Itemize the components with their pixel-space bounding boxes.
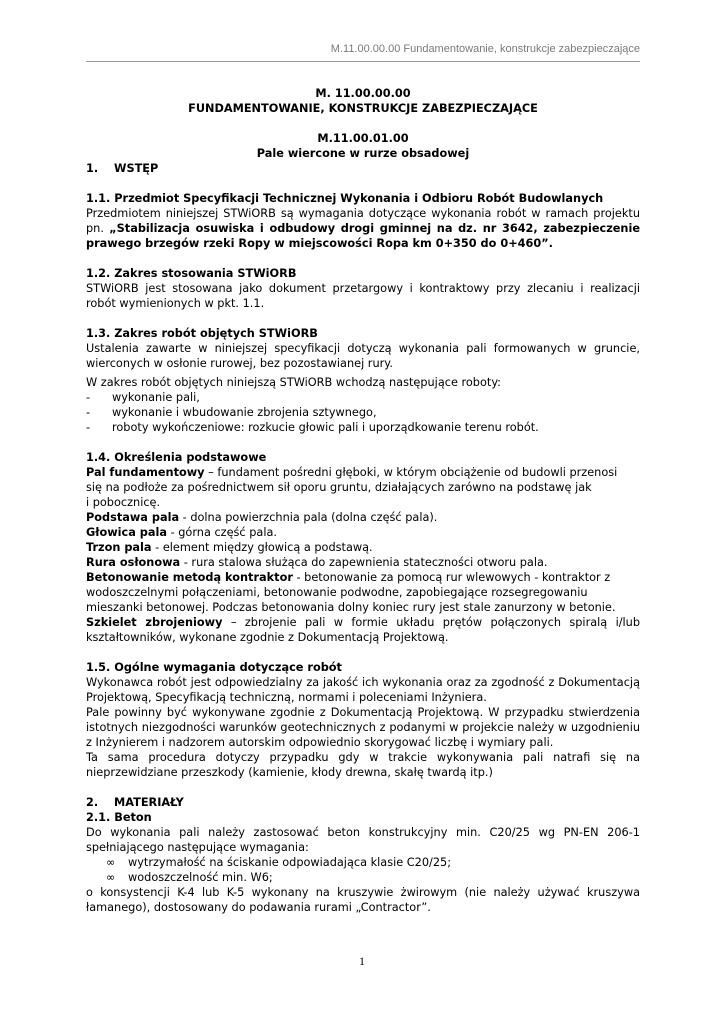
list-item: - roboty wykończeniowe: rozkucie głowic pali i uporządkowanie terenu robót.	[86, 421, 539, 434]
section-1-5-heading: 1.5. Ogólne wymagania dotyczące robót	[86, 661, 342, 674]
section-1-5-p1: Wykonawca robót jest odpowiedzialny za jakość ich wykonania oraz za zgodność z Dokumentacją Projektową, Specyfikacją techniczną, normami i poleceniami Inżyniera.	[86, 676, 640, 704]
section-1-3-heading: 1.3. Zakres robót objętych STWiORB	[86, 327, 318, 340]
list-item: - wykonanie i wbudowanie zbrojenia sztywnego,	[86, 406, 377, 419]
running-header: M.11.00.00.00 Fundamentowanie, konstrukcje zabezpieczające	[330, 43, 640, 55]
section-1-1-text: Przedmiotem niniejszej STWiORB są wymagania dotyczące wykonania robót w ramach projektu pn. „Stabilizacja osuwiska i odbudowy drogi gminnej na dz. nr 3642, zabezpieczenie prawego brzegów rzeki Ropy w miejscowości Ropa km 0+350 do 0+460”.	[86, 207, 641, 250]
section-1-2-heading: 1.2. Zakres stosowania STWiORB	[86, 267, 297, 280]
definition-pile: Pal fundamentowy – fundament pośredni głęboki, w którym obciążenie od budowli przenosi	[86, 466, 618, 479]
section-2-1-text2: o konsystencji K-4 lub K-5 wykonany na kruszywie żwirowym (nie należy używać kruszywa łamanego), dostosowany do podawania rurami „Contractor”.	[86, 886, 640, 914]
definition-pile-cont: i pobocznicę.	[86, 496, 161, 509]
doc-title: FUNDAMENTOWANIE, KONSTRUKCJE ZABEZPIECZAJĄCE	[188, 102, 538, 115]
section-1-5-p2: Pale powinny być wykonywane zgodnie z Dokumentacją Projektową. W przypadku stwierdzenia istotnych niezgodności warunków geotechnicznych z podanymi w projekcie należy w uzgodnieniu z Inżynierem i nadzorem autorskim odpowiednio skorygować liczbę i wymiary pali.	[86, 706, 640, 749]
definition-contractor-cont: mieszanki betonowej. Podczas betonowania dolny koniec rury jest stale zanurzony w betonie.	[86, 601, 616, 614]
definition-base: Podstawa pala - dolna powierzchnia pala (dolna część pala).	[86, 511, 438, 524]
section-1-heading: 1. WSTĘP	[86, 162, 159, 175]
list-item: ∞ wodoszczelność min. W6;	[106, 871, 273, 884]
list-item: ∞ wytrzymałość na ściskanie odpowiadająca klasie C20/25;	[106, 856, 452, 869]
section-1-3-list-intro: W zakres robót objętych niniejszą STWiORB wchodzą następujące roboty:	[86, 376, 501, 389]
definition-pile-cont: się na podłoże za pośrednictwem sił oporu gruntu, działających zarówno na podstawę jak	[86, 481, 592, 494]
section-1-3-text: Ustalenia zawarte w niniejszej specyfikacji dotyczą wykonania pali formowanych w gruncie, wierconych w osłonie rurowej, bez pozostawianej rury.	[86, 342, 640, 370]
definition-head: Głowica pala - górna część pala.	[86, 526, 277, 539]
spec-title: Pale wiercone w rurze obsadowej	[256, 147, 470, 160]
header-divider	[86, 61, 640, 62]
section-1-2-text: STWiORB jest stosowana jako dokument przetargowy i kontraktowy przy zlecaniu i realizacji robót wymienionych w pkt. 1.1.	[86, 282, 640, 310]
definition-contractor: Betonowanie metodą kontraktor - betonowanie za pomocą rur wlewowych - kontraktor z	[86, 571, 611, 584]
section-1-4-heading: 1.4. Określenia podstawowe	[86, 451, 267, 464]
page-number: 1	[359, 954, 365, 968]
section-1-5-p3: Ta sama procedura dotyczy przypadku gdy w trakcie wykonywania pali natrafi się na nieprzewidziane przeszkody (kamienie, kłody drewna, skałę twardą itp.)	[86, 751, 640, 779]
section-2-1-heading: 2.1. Beton	[86, 811, 152, 824]
section-2-heading: 2. MATERIAŁY	[86, 796, 184, 809]
section-2-1-text: Do wykonania pali należy zastosować beton konstrukcyjny min. C20/25 wg PN-EN 206-1 spełniającego następujące wymagania:	[86, 826, 640, 854]
document-body	[86, 86, 640, 915]
definition-reinforcement: Szkielet zbrojeniowy – zbrojenie pali w formie układu prętów połączonych spiralą i/lub kształtowników, wykonane zgodnie z Dokumentacją Projektową.	[86, 616, 640, 644]
definition-shaft: Trzon pala - element między głowicą a podstawą.	[86, 541, 373, 554]
section-1-1-heading: 1.1. Przedmiot Specyfikacji Technicznej Wykonania i Odbioru Robót Budowlanych	[86, 192, 604, 205]
doc-code: M. 11.00.00.00	[315, 87, 411, 100]
spec-code: M.11.00.01.00	[317, 132, 409, 145]
definition-contractor-cont: wodoszczelnymi połączeniami, betonowanie podwodne, zapobiegające rozsegregowaniu	[86, 586, 588, 599]
list-item: - wykonanie pali,	[86, 391, 200, 404]
definition-casing: Rura osłonowa - rura stalowa służąca do zapewnienia stateczności otworu pala.	[86, 556, 548, 569]
